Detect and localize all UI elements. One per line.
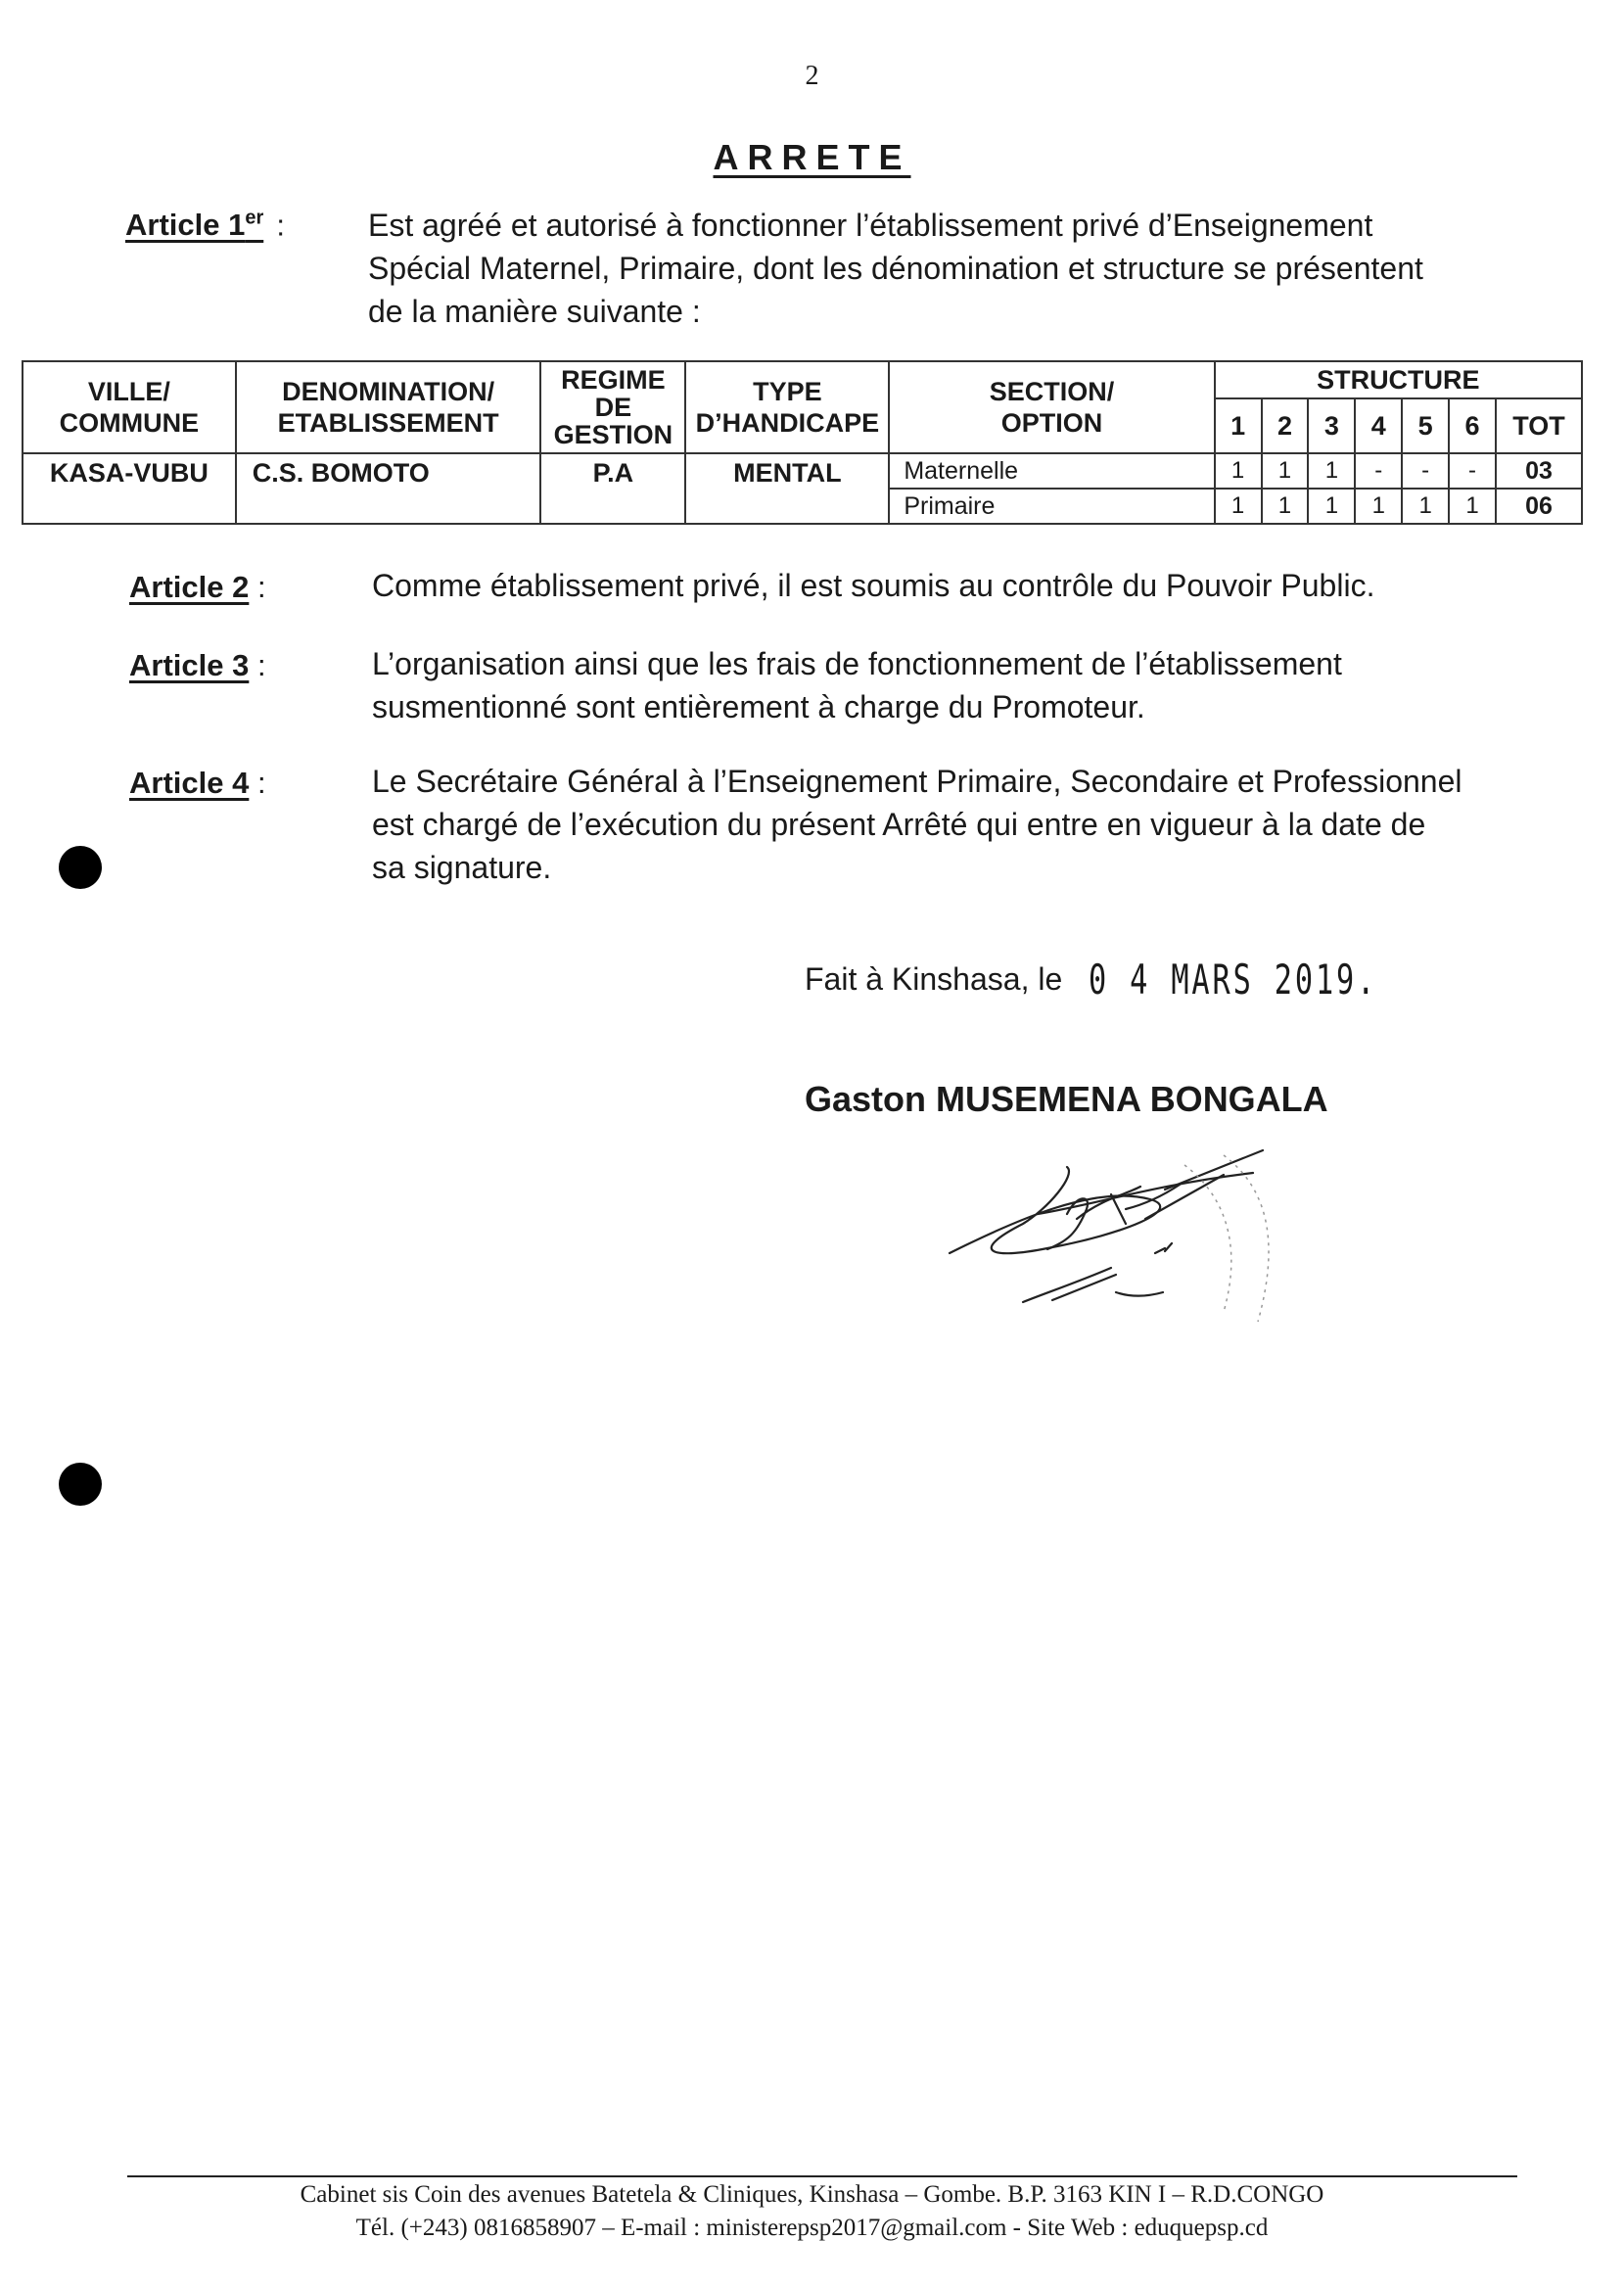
- article-4-text: [372, 760, 1478, 889]
- article-3-line: L’organisation ainsi que les frais de fonctionnement de l’établissement: [372, 646, 1342, 681]
- table-row: [23, 453, 1582, 489]
- article-2-text: [372, 564, 1478, 607]
- table-header-row: [23, 361, 1582, 398]
- cell-option: Maternelle: [889, 453, 1214, 489]
- punch-hole-mark: [59, 846, 102, 889]
- header-section: SECTION/ OPTION: [889, 361, 1214, 453]
- header-handicape: TYPE D’HANDICAPE: [685, 361, 889, 453]
- article-1-label-text: Article 1: [125, 208, 246, 243]
- cell-level: 1: [1308, 453, 1355, 489]
- cell-ville: KASA-VUBU: [23, 453, 236, 524]
- article-2-line: Comme établissement privé, il est soumis au contrôle du Pouvoir Public.: [372, 568, 1375, 603]
- article-3-text: [372, 642, 1478, 728]
- punch-hole-mark: [59, 1463, 102, 1506]
- header-level-4: 4: [1355, 398, 1402, 453]
- cell-option: Primaire: [889, 489, 1214, 524]
- cell-level: -: [1449, 453, 1496, 489]
- date-stamp: 0 4 MARS 2019.: [1089, 956, 1378, 1003]
- header-level-3: 3: [1308, 398, 1355, 453]
- footer-address: Cabinet sis Coin des avenues Batetela & Cliniques, Kinshasa – Gombe. B.P. 3163 KIN I – R.D.CONGO: [300, 2181, 1324, 2208]
- cell-level: 1: [1262, 453, 1309, 489]
- handwritten-signature: [930, 1126, 1341, 1356]
- article-4-label: Article 4: [129, 766, 250, 800]
- article-2-label: Article 2: [129, 570, 250, 604]
- header-structure: STRUCTURE: [1215, 361, 1582, 398]
- title-text: ARRETE: [713, 137, 911, 177]
- cell-level: 1: [1215, 453, 1262, 489]
- cell-level: 1: [1449, 489, 1496, 524]
- article-4-line: Le Secrétaire Général à l’Enseignement Primaire, Secondaire et Professionnel: [372, 764, 1462, 799]
- article-4-line: est chargé de l’exécution du présent Arrêté qui entre en vigueur à la date de: [372, 807, 1426, 842]
- header-level-1: 1: [1215, 398, 1262, 453]
- cell-level: 1: [1402, 489, 1449, 524]
- page-number: 2: [805, 61, 819, 91]
- header-level-5: 5: [1402, 398, 1449, 453]
- cell-tot: 06: [1496, 489, 1582, 524]
- header-level-6: 6: [1449, 398, 1496, 453]
- header-ville: VILLE/ COMMUNE: [23, 361, 236, 453]
- article-1-colon: :: [267, 208, 285, 243]
- cell-level: 1: [1262, 489, 1309, 524]
- footer-contact: Tél. (+243) 0816858907 – E-mail : ministerepsp2017@gmail.com - Site Web : eduquepsp.cd: [355, 2215, 1269, 2241]
- article-1-text: [368, 204, 1474, 333]
- document-title: [0, 137, 1624, 178]
- cell-denomination: C.S. BOMOTO: [236, 453, 541, 524]
- article-1-line: Spécial Maternel, Primaire, dont les dénomination et structure se présentent: [368, 251, 1423, 286]
- article-2-heading: [129, 570, 266, 605]
- cell-handicape: MENTAL: [685, 453, 889, 524]
- article-2-colon: :: [249, 570, 266, 604]
- cell-regime: P.A: [540, 453, 685, 524]
- article-4-heading: [129, 766, 266, 801]
- article-1-heading: [125, 208, 285, 243]
- cell-level: 1: [1215, 489, 1262, 524]
- cell-tot: 03: [1496, 453, 1582, 489]
- header-level-2: 2: [1262, 398, 1309, 453]
- header-denomination: DENOMINATION/ ETABLISSEMENT: [236, 361, 541, 453]
- cell-level: -: [1355, 453, 1402, 489]
- article-1-label: [125, 208, 263, 242]
- header-tot: TOT: [1496, 398, 1582, 453]
- article-4-line: sa signature.: [372, 850, 552, 885]
- article-1-line: Est agréé et autorisé à fonctionner l’établissement privé d’Enseignement: [368, 208, 1373, 243]
- header-regime: REGIME DE GESTION: [540, 361, 685, 453]
- cell-level: -: [1402, 453, 1449, 489]
- signer-name: Gaston MUSEMENA BONGALA: [805, 1079, 1328, 1119]
- article-1-line: de la manière suivante :: [368, 294, 701, 329]
- article-3-line: susmentionné sont entièrement à charge du Promoteur.: [372, 689, 1145, 724]
- structure-table: [22, 360, 1583, 525]
- article-1-superscript: er: [245, 208, 264, 229]
- signature-drawing: [930, 1126, 1341, 1351]
- article-3-heading: [129, 648, 266, 683]
- place-date-label: Fait à Kinshasa, le: [805, 961, 1063, 997]
- cell-level: 1: [1355, 489, 1402, 524]
- footer-divider: [127, 2175, 1517, 2177]
- cell-level: 1: [1308, 489, 1355, 524]
- article-3-colon: :: [249, 648, 266, 682]
- article-3-label: Article 3: [129, 648, 250, 682]
- article-4-colon: :: [249, 766, 266, 800]
